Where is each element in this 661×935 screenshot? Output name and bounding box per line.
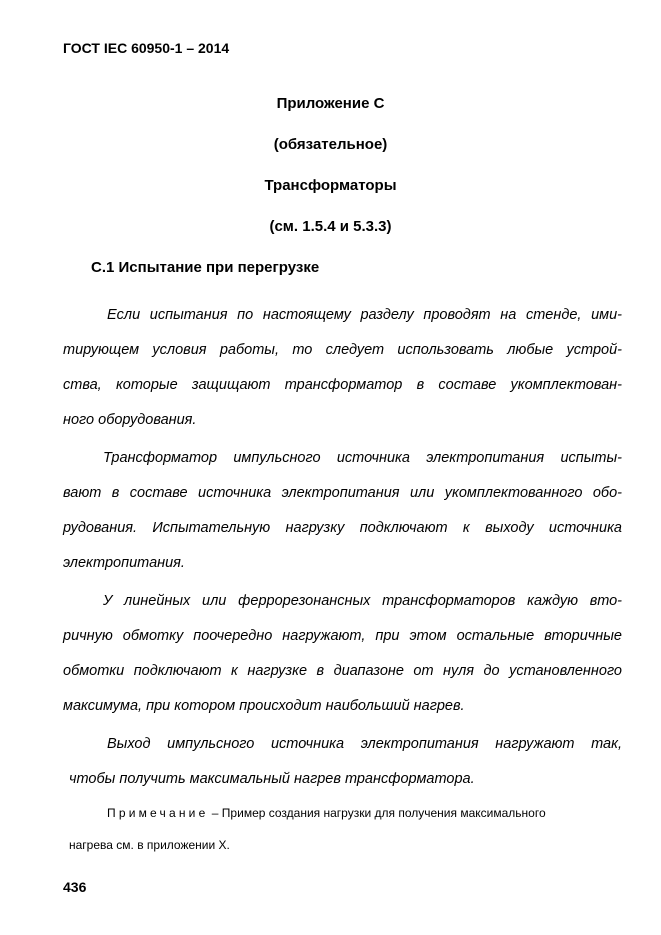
paragraph-line: Выход импульсного источника электропитания нагружают так, <box>107 736 622 752</box>
paragraph-line: ного оборудования. <box>63 412 197 428</box>
document-header: ГОСТ IEC 60950-1 – 2014 <box>63 40 230 56</box>
paragraph-line: вают в составе источника электропитания или укомплектованного обо- <box>63 485 622 501</box>
appendix-subject: Трансформаторы <box>264 177 397 194</box>
note-label: Примечание <box>107 806 209 820</box>
paragraph-line: У линейных или феррорезонансных трансформаторов каждую вто- <box>103 593 622 609</box>
section-heading: С.1 Испытание при перегрузке <box>91 259 320 276</box>
note-line-2: нагрева см. в приложении Х. <box>69 838 230 852</box>
paragraph-line: ства, которые защищают трансформатор в составе укомплектован- <box>63 377 622 393</box>
paragraph-line: тирующем условия работы, то следует использовать любые устрой- <box>63 342 622 358</box>
paragraph-line: рудования. Испытательную нагрузку подключают к выходу источника <box>63 520 622 536</box>
paragraph-line: Если испытания по настоящему разделу проводят на стенде, ими- <box>107 307 622 323</box>
appendix-title: Приложение С <box>276 95 385 112</box>
page-number: 436 <box>63 879 87 895</box>
paragraph-line: обмотки подключают к нагрузке в диапазоне от нуля до установленного <box>63 663 622 679</box>
note-line-1 <box>107 806 546 820</box>
appendix-reference: (см. 1.5.4 и 5.3.3) <box>269 218 392 235</box>
paragraph-line: Трансформатор импульсного источника электропитания испыты- <box>103 450 622 466</box>
paragraph-line: чтобы получить максимальный нагрев трансформатора. <box>69 771 475 787</box>
appendix-status: (обязательное) <box>273 136 388 153</box>
note-text: – Пример создания нагрузки для получения максимального <box>208 806 546 820</box>
paragraph-line: максимума, при котором происходит наибольший нагрев. <box>63 698 465 714</box>
paragraph-line: электропитания. <box>63 555 185 571</box>
paragraph-line: ричную обмотку поочередно нагружают, при этом остальные вторичные <box>63 628 622 644</box>
